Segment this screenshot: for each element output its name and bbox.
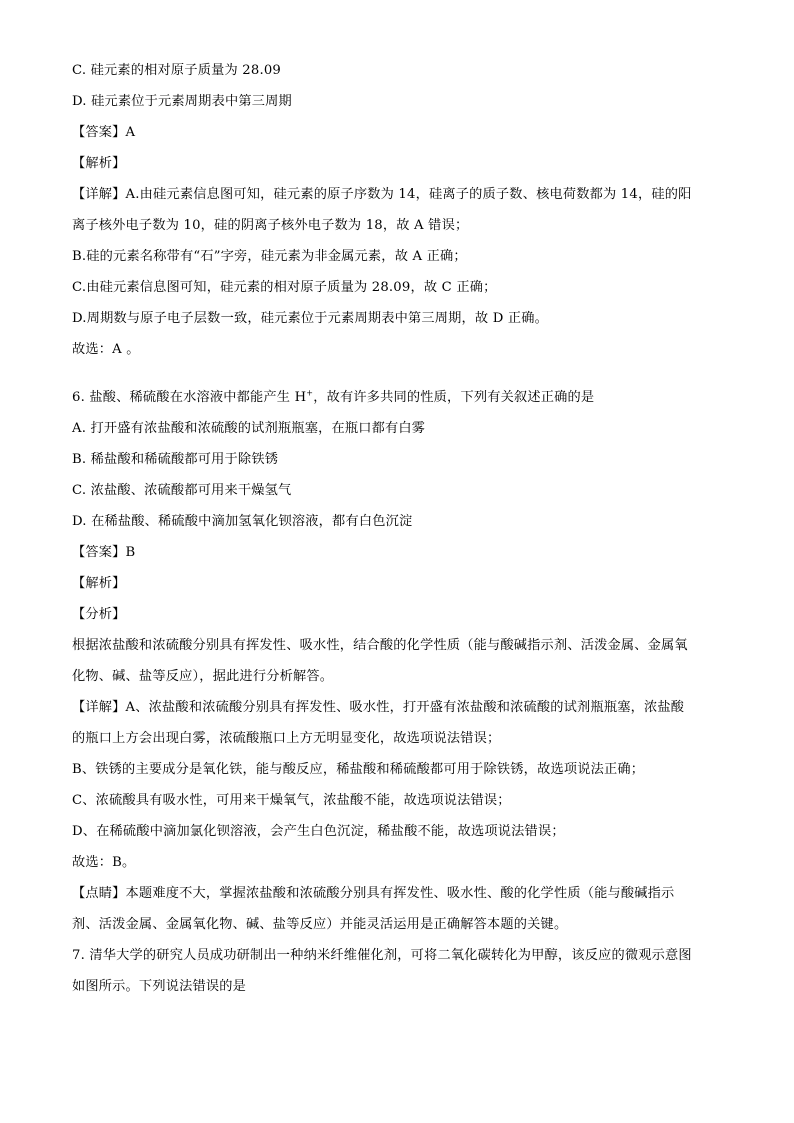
q6-detail-line: C、浓硫酸具有吸水性，可用来干燥氧气，浓盐酸不能，故选项说法错误； (72, 793, 511, 808)
q6-fenxi-heading: 【分析】 (72, 607, 126, 622)
q7-stem-line: 如图所示。下列说法错误的是 (72, 979, 247, 994)
q6-analysis-heading: 【解析】 (72, 576, 126, 591)
q6-option-d: D. 在稀盐酸、稀硫酸中滴加氢氧化钡溶液，都有白色沉淀 (72, 514, 413, 529)
q6-stem-superscript: + (306, 388, 314, 398)
q5-analysis-heading: 【解析】 (72, 156, 126, 171)
q6-fenxi-line: 根据浓盐酸和浓硫酸分别具有挥发性、吸水性，结合酸的化学性质（能与酸碱指示剂、活泼金属、金属氧 (72, 638, 688, 653)
q6-dianjing-line: 【点睛】本题难度不大，掌握浓盐酸和浓硫酸分别具有挥发性、吸水性、酸的化学性质（能与酸碱指示 (72, 886, 675, 901)
q6-detail-line: D、在稀硫酸中滴加氯化钡溶液，会产生白色沉淀，稀盐酸不能，故选项说法错误； (72, 824, 565, 839)
q6-detail-line: 的瓶口上方会出现白雾，浓硫酸瓶口上方无明显变化，故选项说法错误； (72, 731, 501, 746)
q6-option-a: A. 打开盛有浓盐酸和浓硫酸的试剂瓶瓶塞，在瓶口都有白雾 (72, 421, 426, 436)
q5-detail-line: D.周期数与原子电子层数一致，硅元素位于元素周期表中第三周期，故 D 正确。 (72, 311, 549, 326)
q6-fenxi-line: 化物、碱、盐等反应），据此进行分析解答。 (72, 669, 334, 684)
q6-stem-pre: 6. 盐酸、稀硫酸在水溶液中都能产生 H (72, 390, 307, 405)
q5-detail-line: C.由硅元素信息图可知，硅元素的相对原子质量为 28.09，故 C 正确； (72, 280, 497, 295)
q5-option-d: D. 硅元素位于元素周期表中第三周期 (72, 94, 292, 109)
q7-stem-line: 7. 清华大学的研究人员成功研制出一种纳米纤维催化剂，可将二氧化碳转化为甲醇，该反应的微观示意图 (72, 948, 692, 963)
q5-detail-line: 离子核外电子数为 10，硅的阴离子核外电子数为 18，故 A 错误； (72, 218, 469, 233)
q6-dianjing-line: 剂、活泼金属、金属氧化物、碱、盐等反应）并能灵活运用是正确解答本题的关键。 (72, 917, 568, 932)
q6-detail-line: B、铁锈的主要成分是氧化铁，能与酸反应，稀盐酸和稀硫酸都可用于除铁锈，故选项说法正确； (72, 762, 645, 777)
q5-option-c: C. 硅元素的相对原子质量为 28.09 (72, 63, 282, 78)
q6-option-c: C. 浓盐酸、浓硫酸都可用来干燥氢气 (72, 483, 292, 498)
q5-answer: 【答案】A (72, 125, 136, 140)
q6-detail-line: 【详解】A、浓盐酸和浓硫酸分别具有挥发性、吸水性，打开盛有浓盐酸和浓硫酸的试剂瓶瓶塞，浓盐酸 (72, 700, 685, 715)
q5-choose: 故选：A 。 (72, 342, 140, 357)
q5-detail-line: 【详解】A.由硅元素信息图可知，硅元素的原子序数为 14，硅离子的质子数、核电荷数都为 14，硅的阳 (72, 187, 692, 202)
q6-stem (72, 389, 594, 407)
q6-answer: 【答案】B (72, 545, 136, 560)
q6-choose: 故选：B。 (72, 855, 136, 870)
q6-stem-post: ，故有许多共同的性质，下列有关叙述正确的是 (313, 390, 595, 405)
q5-detail-line: B.硅的元素名称带有“石”字旁，硅元素为非金属元素，故 A 正确； (72, 249, 467, 264)
q6-option-b: B. 稀盐酸和稀硫酸都可用于除铁锈 (72, 452, 279, 467)
